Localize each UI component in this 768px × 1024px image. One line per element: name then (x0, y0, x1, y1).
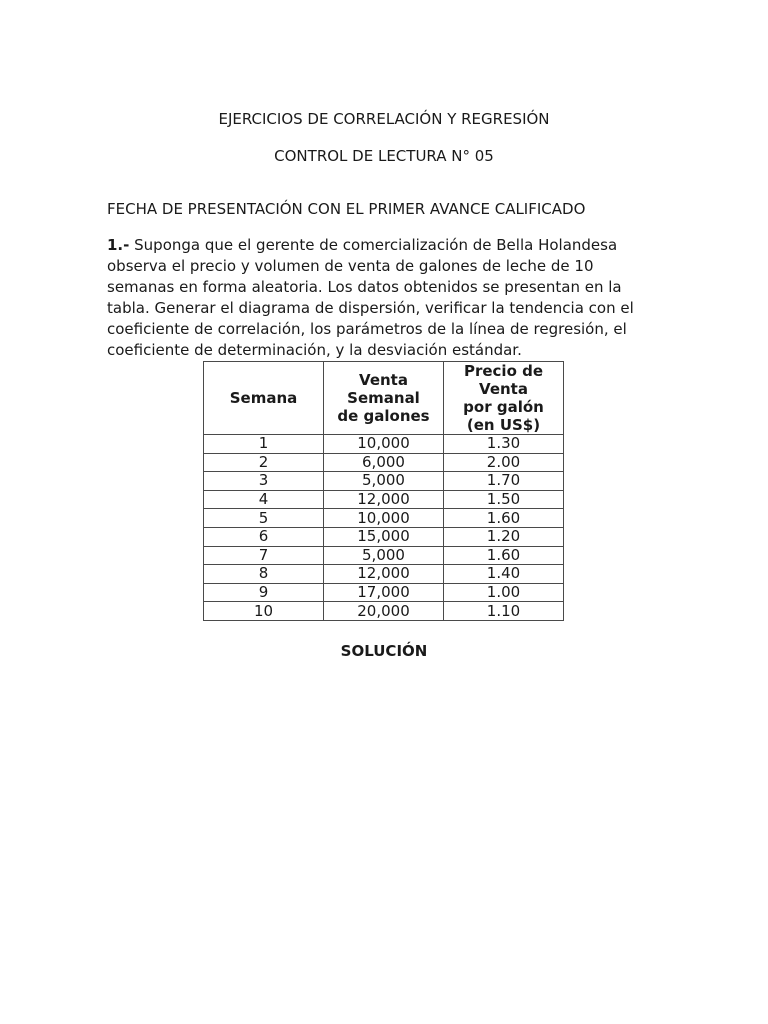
cell-precio: 1.60 (444, 546, 564, 565)
cell-semana: 6 (204, 527, 324, 546)
cell-semana: 1 (204, 435, 324, 454)
cell-semana: 2 (204, 453, 324, 472)
solution-heading: SOLUCIÓN (340, 642, 428, 660)
cell-venta: 12,000 (324, 490, 444, 509)
cell-precio: 1.10 (444, 602, 564, 621)
table-row (204, 472, 564, 491)
table-header-row (204, 362, 564, 435)
table-row (204, 602, 564, 621)
header-precio-line-2: Venta (479, 380, 528, 398)
cell-venta: 5,000 (324, 546, 444, 565)
document-title: EJERCICIOS DE CORRELACIÓN Y REGRESIÓN (218, 110, 550, 128)
header-precio (444, 362, 564, 435)
header-precio-line-1: Precio de (463, 362, 544, 380)
cell-semana: 5 (204, 509, 324, 528)
cell-venta: 10,000 (324, 435, 444, 454)
cell-venta: 6,000 (324, 453, 444, 472)
table-row (204, 490, 564, 509)
cell-precio: 1.60 (444, 509, 564, 528)
header-venta-line-1: Venta (359, 371, 408, 389)
table-row (204, 527, 564, 546)
header-semana-label: Semana (229, 389, 298, 407)
header-precio-line-3: por galón (463, 398, 544, 416)
header-venta-line-3: de galones (337, 407, 430, 425)
table-row (204, 509, 564, 528)
table-row (204, 453, 564, 472)
header-venta (324, 362, 444, 435)
cell-precio: 1.40 (444, 565, 564, 584)
header-semana (204, 362, 324, 435)
sales-data-table (203, 361, 564, 621)
cell-precio: 1.70 (444, 472, 564, 491)
cell-venta: 15,000 (324, 527, 444, 546)
cell-venta: 12,000 (324, 565, 444, 584)
cell-precio: 2.00 (444, 453, 564, 472)
cell-semana: 10 (204, 602, 324, 621)
cell-venta: 10,000 (324, 509, 444, 528)
problem-statement (107, 235, 647, 361)
cell-venta: 5,000 (324, 472, 444, 491)
cell-precio: 1.00 (444, 583, 564, 602)
cell-venta: 20,000 (324, 602, 444, 621)
table-row (204, 583, 564, 602)
cell-semana: 9 (204, 583, 324, 602)
table-row (204, 435, 564, 454)
document-subtitle: CONTROL DE LECTURA N° 05 (274, 147, 494, 165)
cell-semana: 8 (204, 565, 324, 584)
table-row (204, 565, 564, 584)
cell-semana: 7 (204, 546, 324, 565)
problem-text: Suponga que el gerente de comercialización de Bella Holandesa observa el precio y volumen de venta de galones de leche de 10 semanas en forma aleatoria. Los datos obtenidos se presentan en la tabla. Generar el diagrama de dispersión, verificar la tendencia con el coeficiente de correlación, los parámetros de la línea de regresión, el coeficiente de determinación, y la desviación estándar. (107, 236, 634, 359)
cell-semana: 4 (204, 490, 324, 509)
header-venta-line-2: Semanal (347, 389, 420, 407)
cell-semana: 3 (204, 472, 324, 491)
presentation-date-line: FECHA DE PRESENTACIÓN CON EL PRIMER AVANCE CALIFICADO (107, 200, 586, 218)
header-precio-line-4: (en US$) (466, 416, 541, 434)
cell-venta: 17,000 (324, 583, 444, 602)
cell-precio: 1.50 (444, 490, 564, 509)
cell-precio: 1.30 (444, 435, 564, 454)
cell-precio: 1.20 (444, 527, 564, 546)
problem-number: 1.- (107, 236, 130, 254)
table-row (204, 546, 564, 565)
